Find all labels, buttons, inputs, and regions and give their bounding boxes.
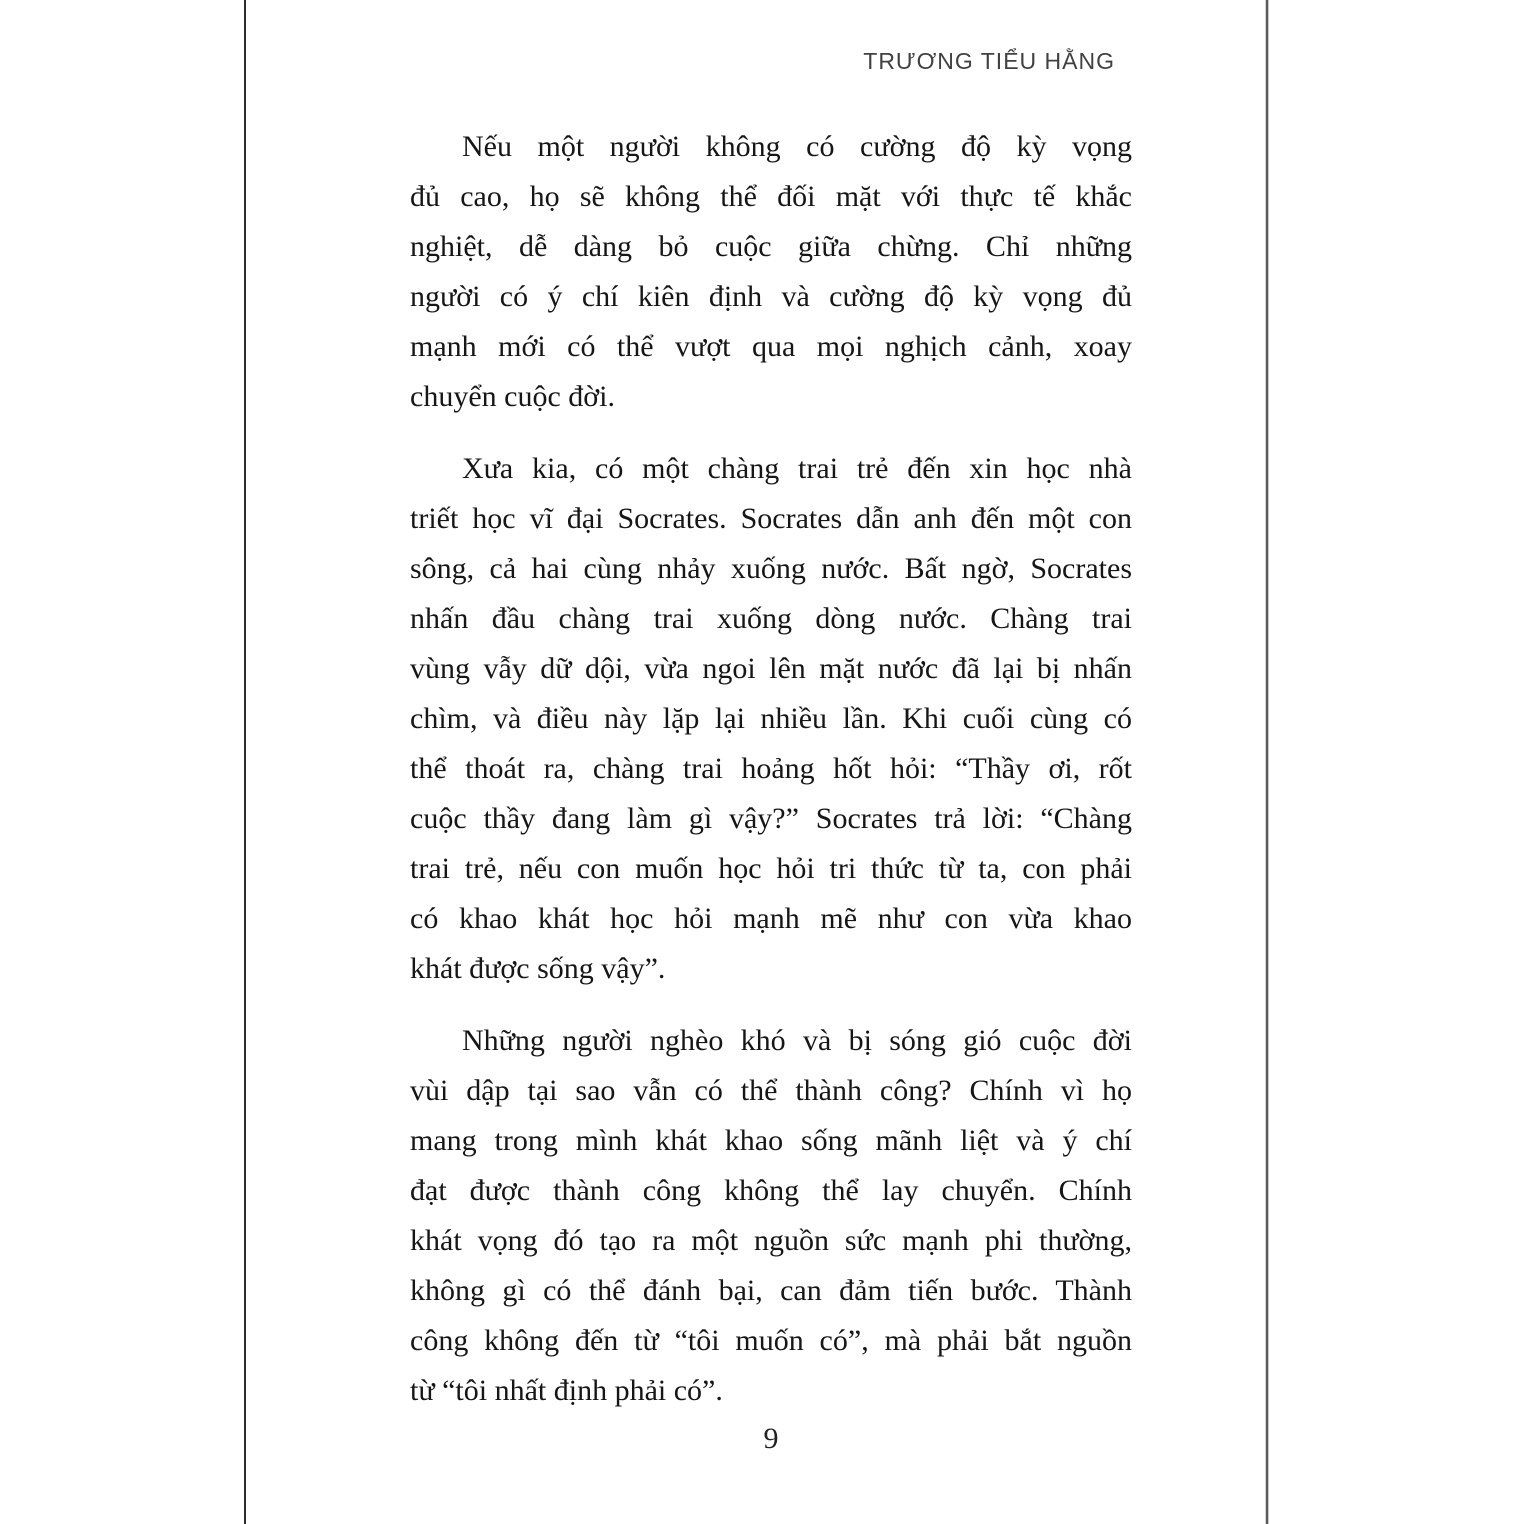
text-line: có khao khát học hỏi mạnh mẽ như con vừa khao — [410, 902, 1132, 935]
text-line: cuộc thầy đang làm gì vậy?” Socrates trả lời: “Chàng — [410, 802, 1132, 835]
text-line: đạt được thành công không thể lay chuyển. Chính — [410, 1174, 1132, 1207]
text-line: trai trẻ, nếu con muốn học hỏi tri thức từ ta, con phải — [410, 852, 1132, 885]
text-line: người có ý chí kiên định và cường độ kỳ vọng đủ — [410, 280, 1132, 313]
page-edge-left-line — [244, 0, 246, 1524]
text-line: vùng vẫy dữ dội, vừa ngoi lên mặt nước đã lại bị nhấn — [410, 652, 1132, 685]
page-edge-right-line — [1266, 0, 1268, 1524]
text-line: thể thoát ra, chàng trai hoảng hốt hỏi: “Thầy ơi, rốt — [410, 752, 1132, 785]
text-line: mang trong mình khát khao sống mãnh liệt và ý chí — [410, 1124, 1132, 1157]
text-line: triết học vĩ đại Socrates. Socrates dẫn anh đến một con — [410, 502, 1132, 535]
text-line: từ “tôi nhất định phải có”. — [410, 1374, 723, 1407]
page-number: 9 — [763, 1422, 779, 1455]
paragraph — [410, 1016, 1132, 1416]
text-line: khát được sống vậy”. — [410, 952, 666, 985]
text-line: Nếu một người không có cường độ kỳ vọng — [462, 130, 1132, 163]
text-line: đủ cao, họ sẽ không thể đối mặt với thực tế khắc — [410, 180, 1132, 213]
paragraph — [410, 122, 1132, 422]
text-line: mạnh mới có thể vượt qua mọi nghịch cảnh, xoay — [410, 330, 1132, 363]
text-line: sông, cả hai cùng nhảy xuống nước. Bất ngờ, Socrates — [410, 552, 1132, 585]
text-line: không gì có thể đánh bại, can đảm tiến bước. Thành — [410, 1274, 1132, 1307]
text-line: công không đến từ “tôi muốn có”, mà phải bắt nguồn — [410, 1324, 1132, 1357]
text-line: nhấn đầu chàng trai xuống dòng nước. Chàng trai — [410, 602, 1132, 635]
text-line: chìm, và điều này lặp lại nhiều lần. Khi cuối cùng có — [410, 702, 1132, 735]
paragraph — [410, 444, 1132, 994]
running-header-author: TRƯƠNG TIỂU HẰNG — [863, 48, 1115, 74]
text-line: chuyển cuộc đời. — [410, 380, 615, 413]
text-line: khát vọng đó tạo ra một nguồn sức mạnh phi thường, — [410, 1224, 1132, 1257]
text-line: Xưa kia, có một chàng trai trẻ đến xin học nhà — [462, 452, 1132, 485]
body-text — [410, 122, 1132, 1416]
text-line: Những người nghèo khó và bị sóng gió cuộc đời — [462, 1024, 1132, 1057]
text-line: vùi dập tại sao vẫn có thể thành công? Chính vì họ — [410, 1074, 1132, 1107]
text-line: nghiệt, dễ dàng bỏ cuộc giữa chừng. Chỉ những — [410, 230, 1132, 263]
